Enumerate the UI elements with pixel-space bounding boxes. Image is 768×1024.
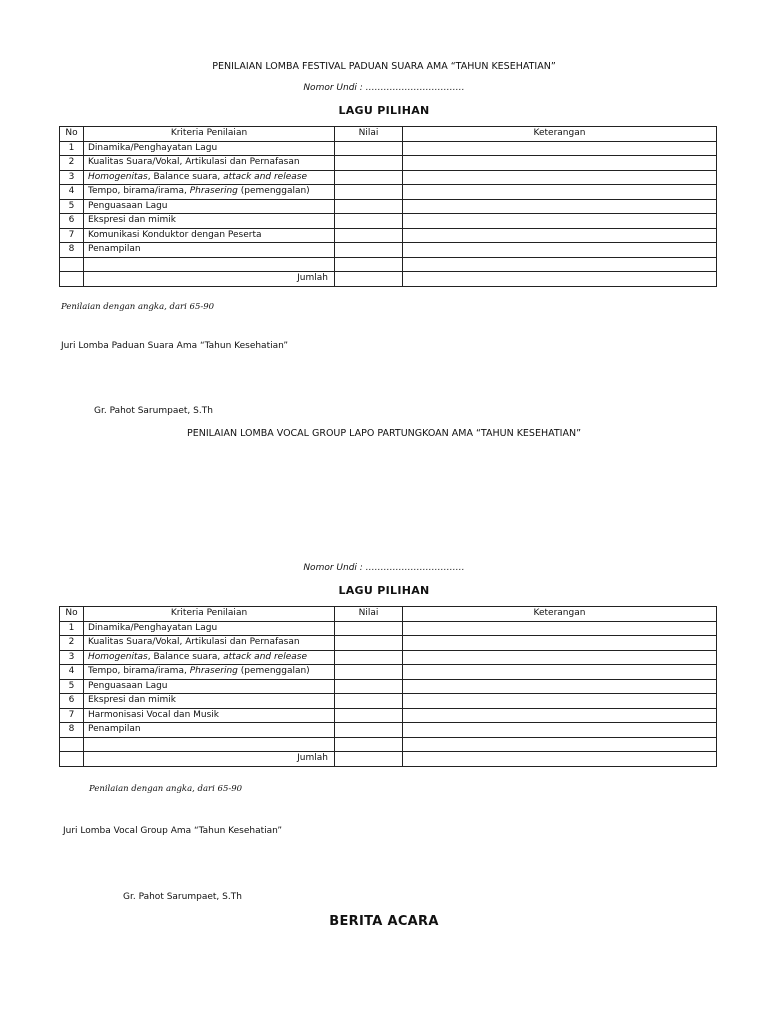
header-keterangan: Keterangan: [403, 607, 717, 622]
row-kriteria: Ekspresi dan mimik: [84, 214, 335, 229]
nilai-cell[interactable]: [335, 737, 403, 752]
keterangan-cell[interactable]: [403, 694, 717, 709]
row-kriteria: Penguasaan Lagu: [84, 679, 335, 694]
row-kriteria: Penguasaan Lagu: [84, 199, 335, 214]
keterangan-cell[interactable]: [403, 708, 717, 723]
nilai-cell[interactable]: [335, 723, 403, 738]
jumlah-label: Jumlah: [84, 272, 335, 287]
row-no: 4: [60, 665, 84, 680]
jumlah-nilai-cell[interactable]: [335, 752, 403, 767]
nilai-cell[interactable]: [335, 636, 403, 651]
table-row-jumlah: [60, 272, 717, 287]
table-row: [60, 723, 717, 738]
row-kriteria: Harmonisasi Vocal dan Musik: [84, 708, 335, 723]
table-header-row: [60, 127, 717, 142]
keterangan-cell[interactable]: [403, 214, 717, 229]
section2-nomor-undi: Nomor Undi : ……………………………: [303, 563, 465, 573]
table-row: [60, 650, 717, 665]
nilai-cell[interactable]: [335, 708, 403, 723]
table-row: [60, 694, 717, 709]
nilai-cell[interactable]: [335, 650, 403, 665]
row-no: 5: [60, 199, 84, 214]
section2-signer: Gr. Pahot Sarumpaet, S.Th: [123, 892, 242, 902]
row-kriteria: Ekspresi dan mimik: [84, 694, 335, 709]
row-no: 1: [60, 621, 84, 636]
header-nilai: Nilai: [335, 607, 403, 622]
row-no: 6: [60, 694, 84, 709]
nilai-cell[interactable]: [335, 185, 403, 200]
section1-score-table: [59, 126, 717, 287]
header-kriteria: Kriteria Penilaian: [84, 607, 335, 622]
row-kriteria: Homogenitas, Balance suara, attack and release: [84, 170, 335, 185]
table-row: [60, 621, 717, 636]
row-kriteria: Tempo, birama/irama, Phrasering (pemenggalan): [84, 185, 335, 200]
section2-lagu-pilihan: LAGU PILIHAN: [338, 584, 430, 597]
table-row: [60, 243, 717, 258]
section1-signer: Gr. Pahot Sarumpaet, S.Th: [94, 406, 213, 416]
jumlah-keterangan-cell[interactable]: [403, 752, 717, 767]
table-row-empty: [60, 257, 717, 272]
keterangan-cell[interactable]: [403, 621, 717, 636]
table-row: [60, 170, 717, 185]
nilai-cell[interactable]: [335, 621, 403, 636]
header-nilai: Nilai: [335, 127, 403, 142]
keterangan-cell[interactable]: [403, 257, 717, 272]
keterangan-cell[interactable]: [403, 199, 717, 214]
jumlah-nilai-cell[interactable]: [335, 272, 403, 287]
nilai-cell[interactable]: [335, 665, 403, 680]
keterangan-cell[interactable]: [403, 170, 717, 185]
table-row-jumlah: [60, 752, 717, 767]
header-no: No: [60, 127, 84, 142]
row-kriteria: Dinamika/Penghayatan Lagu: [84, 621, 335, 636]
row-no: 3: [60, 170, 84, 185]
row-kriteria: Kualitas Suara/Vokal, Artikulasi dan Pernafasan: [84, 156, 335, 171]
nilai-cell[interactable]: [335, 170, 403, 185]
row-no: 8: [60, 243, 84, 258]
nilai-cell[interactable]: [335, 141, 403, 156]
row-no: 3: [60, 650, 84, 665]
row-no: 6: [60, 214, 84, 229]
table-header-row: [60, 607, 717, 622]
table-row: [60, 141, 717, 156]
keterangan-cell[interactable]: [403, 650, 717, 665]
section2-note: Penilaian dengan angka, dari 65-90: [89, 784, 243, 794]
row-no: 4: [60, 185, 84, 200]
row-no: 7: [60, 228, 84, 243]
keterangan-cell[interactable]: [403, 665, 717, 680]
nilai-cell[interactable]: [335, 156, 403, 171]
row-no: 2: [60, 156, 84, 171]
keterangan-cell[interactable]: [403, 636, 717, 651]
nilai-cell[interactable]: [335, 199, 403, 214]
row-kriteria: Homogenitas, Balance suara, attack and release: [84, 650, 335, 665]
nilai-cell[interactable]: [335, 243, 403, 258]
row-no: 1: [60, 141, 84, 156]
jumlah-label: Jumlah: [84, 752, 335, 767]
nilai-cell[interactable]: [335, 694, 403, 709]
table-row-empty: [60, 737, 717, 752]
row-no: 5: [60, 679, 84, 694]
section1-title: PENILAIAN LOMBA FESTIVAL PADUAN SUARA AMA “TAHUN KESEHATIAN”: [212, 61, 556, 72]
table-row: [60, 708, 717, 723]
row-kriteria: Penampilan: [84, 723, 335, 738]
table-row: [60, 214, 717, 229]
nilai-cell[interactable]: [335, 257, 403, 272]
section1-lagu-pilihan: LAGU PILIHAN: [338, 104, 430, 117]
jumlah-keterangan-cell[interactable]: [403, 272, 717, 287]
table-row: [60, 199, 717, 214]
section2-score-table: [59, 606, 717, 767]
section1-juri: Juri Lomba Paduan Suara Ama “Tahun Kesehatian”: [61, 341, 288, 351]
keterangan-cell[interactable]: [403, 243, 717, 258]
table-row: [60, 665, 717, 680]
keterangan-cell[interactable]: [403, 228, 717, 243]
table-row: [60, 228, 717, 243]
table-row: [60, 185, 717, 200]
nilai-cell[interactable]: [335, 228, 403, 243]
section1-nomor-undi: Nomor Undi : ……………………………: [303, 83, 465, 93]
header-keterangan: Keterangan: [403, 127, 717, 142]
keterangan-cell[interactable]: [403, 679, 717, 694]
keterangan-cell[interactable]: [403, 185, 717, 200]
nilai-cell[interactable]: [335, 214, 403, 229]
keterangan-cell[interactable]: [403, 156, 717, 171]
keterangan-cell[interactable]: [403, 141, 717, 156]
section2-title: PENILAIAN LOMBA VOCAL GROUP LAPO PARTUNGKOAN AMA “TAHUN KESEHATIAN”: [187, 428, 581, 439]
table-row: [60, 636, 717, 651]
row-kriteria: Tempo, birama/irama, Phrasering (pemenggalan): [84, 665, 335, 680]
row-no: 2: [60, 636, 84, 651]
berita-acara-heading: BERITA ACARA: [329, 914, 439, 929]
row-kriteria: Kualitas Suara/Vokal, Artikulasi dan Pernafasan: [84, 636, 335, 651]
keterangan-cell[interactable]: [403, 737, 717, 752]
header-kriteria: Kriteria Penilaian: [84, 127, 335, 142]
nilai-cell[interactable]: [335, 679, 403, 694]
row-no: 7: [60, 708, 84, 723]
table-row: [60, 156, 717, 171]
section1-note: Penilaian dengan angka, dari 65-90: [61, 302, 215, 312]
row-kriteria: Penampilan: [84, 243, 335, 258]
row-kriteria: Dinamika/Penghayatan Lagu: [84, 141, 335, 156]
row-no: 8: [60, 723, 84, 738]
section2-juri: Juri Lomba Vocal Group Ama “Tahun Kesehatian”: [63, 826, 283, 836]
row-kriteria: Komunikasi Konduktor dengan Peserta: [84, 228, 335, 243]
keterangan-cell[interactable]: [403, 723, 717, 738]
table-row: [60, 679, 717, 694]
header-no: No: [60, 607, 84, 622]
